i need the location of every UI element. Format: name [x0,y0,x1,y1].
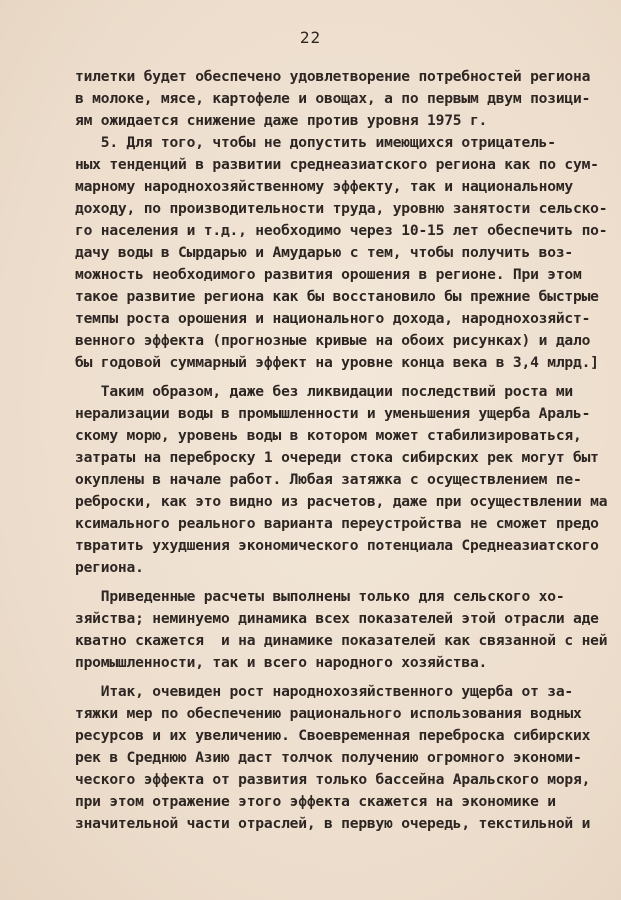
body-text [75,66,615,835]
text-line: окуплены в начале работ. Любая затяжка с осуществлением пе- [75,471,582,488]
text-line: кватно скажется и на динамике показателей как связанной с ней [75,632,608,649]
text-line: такое развитие региона как бы восстановило бы прежние быстрые [75,288,599,305]
text-line: рек в Среднюю Азию даст толчок получению огромного экономи- [75,749,582,766]
text-line: нерализации воды в промышленности и уменьшения ущерба Араль- [75,405,591,422]
text-line: в молоке, мясе, картофеле и овощах, а по первым двум позици- [75,90,591,107]
text-line: зяйства; неминуемо динамика всех показателей этой отрасли аде [75,610,599,627]
text-line: тилетки будет обеспечено удовлетворение потребностей региона [75,68,591,85]
text-line: го населения и т.д., необходимо через 10-15 лет обеспечить по- [75,222,608,239]
text-line: региона. [75,559,144,576]
text-line: бы годовой суммарный эффект на уровне конца века в 3,4 млрд.] [75,354,599,371]
text-line: ных тенденций в развитии среднеазиатского региона как по сум- [75,156,599,173]
text-line: 5. Для того, чтобы не допустить имеющихся отрицатель- [75,134,556,151]
paragraph-2 [75,132,615,374]
text-line: тяжки мер по обеспечению рационального использования водных [75,705,582,722]
text-line: скому морю, уровень воды в котором может стабилизироваться, [75,427,582,444]
paragraph-3 [75,381,615,579]
text-line: промышленности, так и всего народного хозяйства. [75,654,488,671]
text-line: реброски, как это видно из расчетов, даже при осуществлении ма [75,493,608,510]
paragraph-gap [75,579,615,586]
text-line: ческого эффекта от развития только бассейна Аральского моря, [75,771,591,788]
text-line: Приведенные расчеты выполнены только для сельского хо- [75,588,565,605]
text-line: Итак, очевиден рост народнохозяйственного ущерба от за- [75,683,573,700]
text-line: твратить ухудшения экономического потенциала Среднеазиатского [75,537,599,554]
text-line: ксимального реального варианта переустройства не сможет предо [75,515,599,532]
text-line: ресурсов и их увеличению. Своевременная переброска сибирских [75,727,591,744]
paragraph-4 [75,586,615,674]
text-line: марному народнохозяйственному эффекту, так и национальному [75,178,573,195]
text-line: можность необходимого развития орошения в регионе. При этом [75,266,582,283]
paragraph-gap [75,374,615,381]
paragraph-5 [75,681,615,835]
text-line: при этом отражение этого эффекта скажется на экономике и [75,793,556,810]
text-line: затраты на переброску 1 очереди стока сибирских рек могут быт [75,449,599,466]
text-line: ям ожидается снижение даже против уровня 1975 г. [75,112,488,129]
text-line: Таким образом, даже без ликвидации последствий роста ми [75,383,573,400]
page-number: 22 [299,28,322,47]
text-line: дачу воды в Сырдарью и Амударью с тем, чтобы получить воз- [75,244,573,261]
paragraph-gap [75,674,615,681]
text-line: темпы роста орошения и национального дохода, народнохозяйст- [75,310,591,327]
text-line: значительной части отраслей, в первую очередь, текстильной и [75,815,591,832]
paragraph-1 [75,66,615,132]
text-line: доходу, по производительности труда, уровню занятости сельско- [75,200,608,217]
text-line: венного эффекта (прогнозные кривые на обоих рисунках) и дало [75,332,591,349]
